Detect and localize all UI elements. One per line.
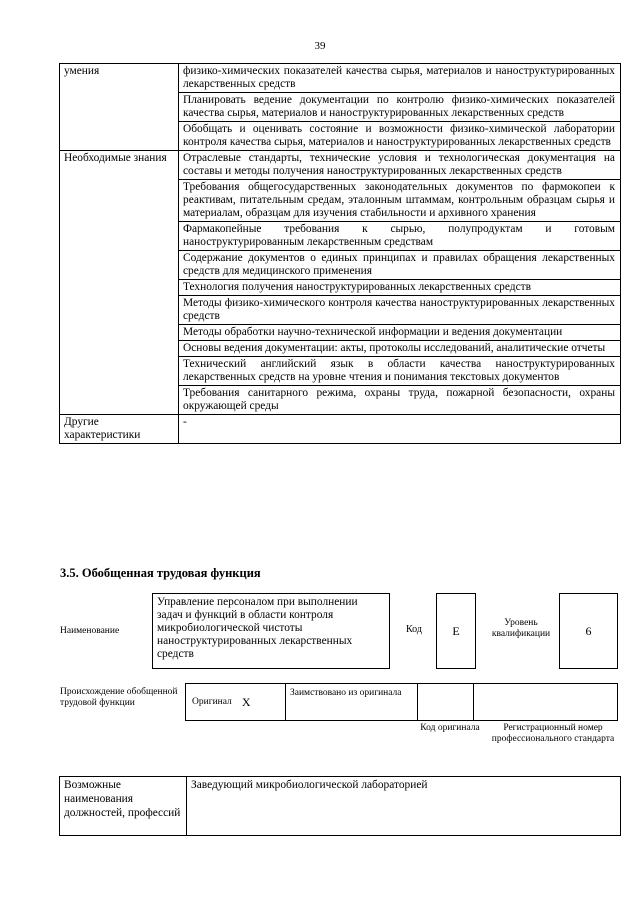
original-code-cell	[418, 684, 474, 720]
function-name-value: Управление персоналом при выполнении задач и функций в области контроля микробиологической чистоты наноструктурированных лекарственных средств	[152, 593, 390, 669]
requirement-category: Другие характеристики	[60, 415, 179, 444]
code-value: E	[436, 593, 476, 669]
requirement-item: -	[179, 415, 621, 444]
requirement-item: Методы физико-химического контроля качества наноструктурированных лекарственных средств	[179, 296, 621, 325]
requirement-item: физико-химических показателей качества сырья, материалов и наноструктурированных лекарственных средств	[179, 64, 621, 93]
requirement-item: Технология получения наноструктурированных лекарственных средств	[179, 280, 621, 296]
positions-value: Заведующий микробиологической лабораторией	[187, 777, 621, 836]
requirement-item: Основы ведения документации: акты, протоколы исследований, аналитические отчеты	[179, 341, 621, 357]
origin-label: Происхождение обобщенной трудовой функции	[60, 687, 178, 708]
registration-caption: Регистрационный номер профессионального стандарта	[491, 723, 615, 744]
requirement-item: Обобщать и оценивать состояние и возможности физико-химической лаборатории контроля качества сырья, материалов и наноструктурированных лекарственных средств	[179, 122, 621, 151]
requirements-table	[59, 63, 621, 444]
section-title: 3.5. Обобщенная трудовая функция	[60, 566, 261, 580]
original-label: Оригинал	[192, 696, 232, 707]
requirement-item: Требования санитарного режима, охраны труда, пожарной безопасности, охраны окружающей среды	[179, 386, 621, 415]
borrowed-label: Заимствовано из оригинала	[286, 684, 418, 720]
qualification-level-label: Уровень квалификации	[491, 618, 551, 639]
requirement-item: Технический английский язык в области качества наноструктурированных лекарственных средств на уровне чтения и понимания текстовых документов	[179, 357, 621, 386]
requirement-row	[60, 415, 621, 444]
page-number: 39	[314, 40, 326, 52]
positions-label: Возможные наименования должностей, профессий	[60, 777, 187, 836]
requirement-row	[60, 151, 621, 180]
requirement-category: умения	[60, 64, 179, 151]
origin-row	[185, 683, 618, 721]
name-label: Наименование	[60, 626, 120, 636]
original-cell	[186, 684, 286, 720]
requirement-item: Отраслевые стандарты, технические условия и технологическая документация на составы и методы получения наноструктурированных лекарственных средств	[179, 151, 621, 180]
requirement-item: Методы обработки научно-технической информации и ведения документации	[179, 325, 621, 341]
requirement-item: Фармакопейные требования к сырью, полупродуктам и готовым наноструктурированным лекарственным средствам	[179, 222, 621, 251]
registration-number-cell	[474, 684, 617, 720]
requirement-item: Требования общегосударственных законодательных документов по фармокопеи к реактивам, питательным средам, эталонным штаммам, контрольным образцам сырья и материалам, образцам для изучения стабильности и архивного хранения	[179, 180, 621, 222]
original-mark: X	[241, 694, 251, 709]
requirement-item: Планировать ведение документации по контролю физико-химических показателей качества сырья, материалов и наноструктурированных лекарственных средств	[179, 93, 621, 122]
code-caption: Код оригинала	[420, 723, 480, 733]
positions-table	[59, 776, 621, 836]
requirement-item: Содержание документов о единых принципах и правилах обращения лекарственных средств для медицинского применения	[179, 251, 621, 280]
requirement-row	[60, 64, 621, 93]
qualification-level-value: 6	[559, 593, 618, 669]
requirement-category: Необходимые знания	[60, 151, 179, 415]
code-label: Код	[406, 624, 422, 635]
positions-row	[60, 777, 621, 836]
